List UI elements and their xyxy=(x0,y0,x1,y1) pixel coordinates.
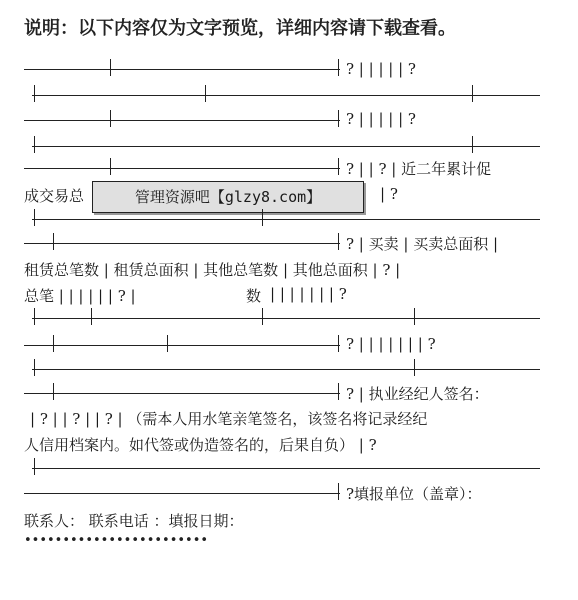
form-rule xyxy=(24,345,340,346)
form-tick xyxy=(472,136,473,153)
form-rule xyxy=(32,146,540,147)
form-row-8-text: ? | | | | | | | ? xyxy=(346,335,436,353)
form-tick xyxy=(205,85,206,102)
form-row-6-text: 租赁总笔数 | 租赁总面积 | 其他总笔数 | 其他总面积 | ? | xyxy=(24,261,401,279)
form-tick xyxy=(338,158,339,175)
form-row-3-text: ? | | ? | 近二年累计促 xyxy=(346,160,492,178)
form-tick xyxy=(34,308,35,325)
form-rule xyxy=(24,120,340,121)
form-row-12-text: ?填报单位（盖章）： xyxy=(346,485,482,503)
form-tick xyxy=(34,209,35,226)
form-tick xyxy=(110,59,111,76)
form-tick xyxy=(262,308,263,325)
form-rule xyxy=(32,369,540,370)
form-tick xyxy=(34,136,35,153)
form-tick xyxy=(338,233,339,250)
form-row-10-text: | ? | | ? | | ? | （需本人用水笔亲笔签名，该签名将记录经纪 xyxy=(30,410,428,428)
form-rule xyxy=(24,168,340,169)
form-rule xyxy=(32,318,540,319)
form-tick xyxy=(34,85,35,102)
form-tick xyxy=(338,335,339,352)
form-tick xyxy=(34,458,35,475)
form-tick xyxy=(53,335,54,352)
form-rule xyxy=(24,493,340,494)
form-row-4-left: 成交易总 xyxy=(24,187,85,205)
form-rule xyxy=(32,468,540,469)
form-row-4-right: | ? xyxy=(380,185,398,203)
dotted-leader: •••••••••••••••••••••••• xyxy=(24,533,209,548)
form-rule xyxy=(32,95,540,96)
form-row-7-left: 总笔 | | | | | | ? | xyxy=(24,287,136,305)
form-tick xyxy=(262,209,263,226)
form-row-7-mid: 数 xyxy=(246,287,262,305)
form-row-1-text: ? | | | | | ? xyxy=(346,60,416,78)
form-tick xyxy=(91,308,92,325)
form-row-7-right: | | | | | | | ? xyxy=(270,285,347,303)
form-tick xyxy=(338,59,339,76)
form-rule xyxy=(32,219,540,220)
form-tick xyxy=(338,110,339,127)
form-tick xyxy=(53,233,54,250)
form-tick xyxy=(110,158,111,175)
form-tick xyxy=(414,359,415,376)
form-tick xyxy=(338,383,339,400)
form-row-11-text: 人信用档案内。如代签或伪造签名的，后果自负） | ? xyxy=(24,436,377,454)
form-row-2-text: ? | | | | | ? xyxy=(346,110,416,128)
form-tick xyxy=(167,335,168,352)
form-tick xyxy=(414,308,415,325)
form-tick xyxy=(53,383,54,400)
form-tick xyxy=(472,85,473,102)
form-rule xyxy=(24,69,340,70)
form-rule xyxy=(24,243,340,244)
form-tick xyxy=(110,110,111,127)
page-title: 说明：以下内容仅为文字预览，详细内容请下载查看。 xyxy=(24,18,456,39)
form-rule xyxy=(24,393,340,394)
form-row-5-text: ? | 买卖 | 买卖总面积 | xyxy=(346,235,499,253)
form-tick xyxy=(34,359,35,376)
form-tick xyxy=(338,483,339,500)
watermark-banner: 管理资源吧【glzy8.com】 xyxy=(92,181,364,213)
form-row-9-text: ? | 执业经纪人签名： xyxy=(346,385,489,403)
contact-line: 联系人： 联系电话 ：填报日期： xyxy=(24,512,244,530)
